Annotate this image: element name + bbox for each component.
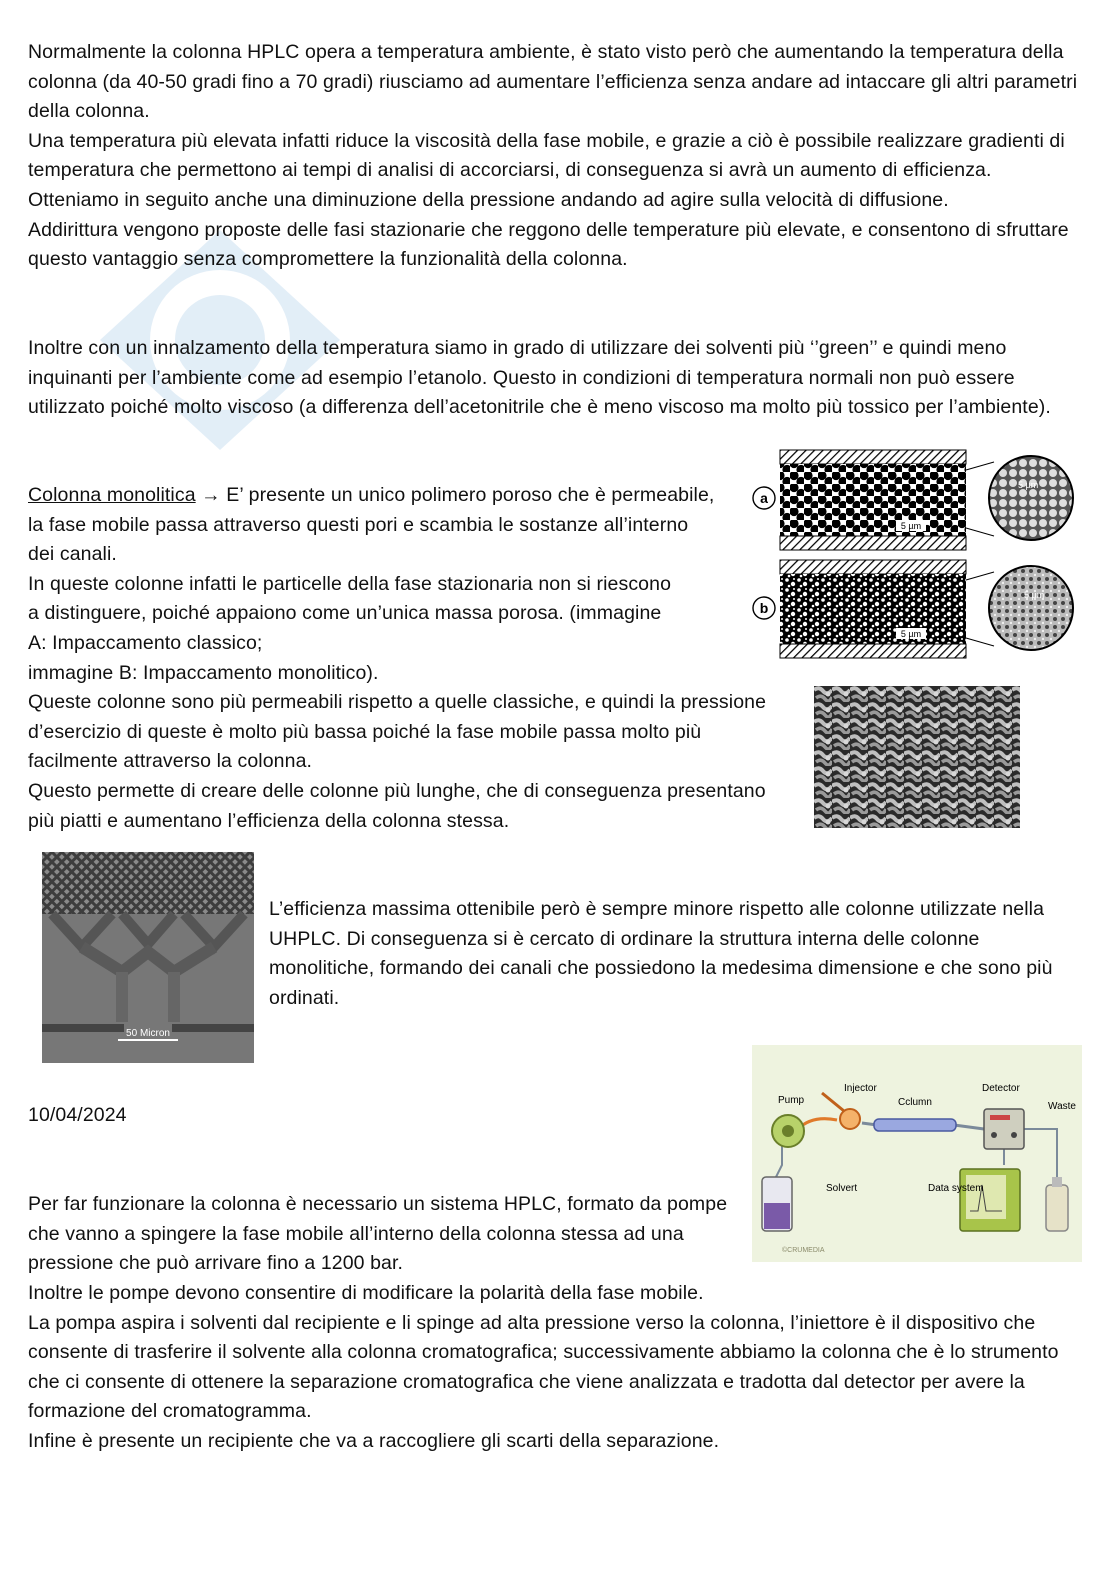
monolith-paragraph: immagine B: Impaccamento monolitico). xyxy=(28,661,379,684)
zoom-circle-a xyxy=(989,456,1073,540)
monolith-section xyxy=(28,481,767,836)
zoom-scale-b: 5 µm xyxy=(1024,590,1045,600)
waste-label: Waste xyxy=(1048,1101,1076,1112)
green-solvents-paragraph: Inoltre con un innalzamento della temperatura siamo in grado di utilizzare dei solventi più ‘’green’’ e quindi meno inquinanti per l’ambiente come ad esempio l’etanolo. Questo in condizioni di temperatura normali non può essere utilizzato poiché molto viscoso (a differenza dell’acetonitrile che è meno viscoso ma molto più tossico per l’ambiente). xyxy=(28,337,1051,419)
system-section xyxy=(28,1190,740,1279)
sem-monolith-image xyxy=(814,686,1020,828)
packing-figure xyxy=(748,448,1080,662)
data-system-label: Data system xyxy=(928,1183,984,1194)
efficiency-paragraph: L’efficienza massima ottenibile però è sempre minore rispetto alle colonne utilizzate nella UHPLC. Di conseguenza si è cercato di ordinare la struttura interna delle colonne monolitiche, formando dei canali che possiedono la medesima dimensione e che sono più ordinati. xyxy=(269,898,1053,1009)
monolith-term: Colonna monolitica xyxy=(28,484,196,506)
system-paragraph: Per far funzionare la colonna è necessario un sistema HPLC, formato da pompe che vanno a spingere la fase mobile all’interno della colonna stessa ad una pressione che può arrivare fino a 1200 bar. xyxy=(28,1193,728,1275)
column-wall-top-a xyxy=(780,450,966,464)
final-paragraph: Inoltre le pompe devono consentire di modificare la polarità della fase mobile. xyxy=(28,1282,704,1304)
pump-label: Pump xyxy=(778,1095,805,1106)
final-section xyxy=(28,1279,1088,1457)
detector-label: Detector xyxy=(982,1083,1020,1094)
scale-b: 5 µm xyxy=(900,629,922,639)
intro-paragraph: Normalmente la colonna HPLC opera a temperatura ambiente, è stato visto però che aumentando la temperatura della colonna (da 40-50 gradi fino a 70 gradi) riusciamo ad aumentare l’efficienza senza andare ad intaccare gli altri parametri della colonna. xyxy=(28,41,1078,123)
ordered-column-image xyxy=(42,852,254,1063)
column-wall-bottom-a xyxy=(780,536,966,550)
column-shape xyxy=(874,1119,956,1131)
waste-bottle xyxy=(1046,1185,1068,1231)
monolith-paragraph: Questo permette di creare delle colonne più lunghe, che di conseguenza presentano più piatti e aumentano l’efficienza della colonna stessa. xyxy=(28,779,766,832)
intro-section xyxy=(28,38,1088,275)
intro-paragraph: Addirittura vengono proposte delle fasi stazionarie che reggono delle temperature più elevate, e consentono di sfruttare questo vantaggio senza compromettere la funzionalità della colonna. xyxy=(28,218,1069,271)
final-paragraph: Infine è presente un recipiente che va a raccogliere gli scarti della separazione. xyxy=(28,1429,720,1452)
zoom-circle-b xyxy=(989,566,1073,650)
monolith-paragraph: In queste colonne infatti le particelle della fase stazionaria non si riescono a distinguere, poiché appaiono come un’unica massa porosa. (immagine A: Impaccamento classico; xyxy=(28,572,672,654)
injector-label: Injector xyxy=(844,1083,877,1094)
date-label: 10/04/2024 xyxy=(28,1104,127,1126)
final-paragraph: La pompa aspira i solventi dal recipiente e li spinge ad alta pressione verso la colonna, l’iniettore è il dispositivo che consente di trasferire il solvente alla colonna cromatografica; successivamente abbiamo la colonna che è lo strumento che ci consente di ottenere la separazione cromatografica che viene analizzata e tradotta dal detector per avere la formazione del cromatogramma. xyxy=(28,1311,1059,1423)
monolith-definition: → E’ presente un unico polimero poroso che è permeabile, la fase mobile passa attraverso questi pori e scambia le sostanze all’interno dei canali. xyxy=(28,484,715,566)
label-b: b xyxy=(759,600,769,616)
zoom-scale-a: 5 µm xyxy=(1018,480,1039,490)
scale-a: 5 µm xyxy=(900,521,922,531)
intro-paragraph: Una temperatura più elevata infatti riduce la viscosità della fase mobile, e grazie a ciò è possibile realizzare gradienti di temperatura che permettono ai tempi di analisi di accorciarsi, di conseguenza si avrà un aumento di efficienza. xyxy=(28,129,1065,182)
monolith-paragraph: Queste colonne sono più permeabili rispetto a quelle classiche, e quindi la pressione d’esercizio di queste è molto più bassa poiché la fase mobile passa molto più facilmente attraverso la colonna. xyxy=(28,691,767,773)
hplc-diagram xyxy=(752,1045,1082,1262)
solvent-label: Solvert xyxy=(826,1183,858,1194)
column-wall-bottom-b xyxy=(780,644,966,658)
micro-scale-label: 50 Micron xyxy=(126,1028,170,1039)
label-a: a xyxy=(760,490,768,506)
classic-packing xyxy=(780,464,966,536)
column-wall-top-b xyxy=(780,560,966,574)
intro-paragraph: Otteniamo in seguito anche una diminuzione della pressione andando ad agire sulla velocità di diffusione. xyxy=(28,188,949,211)
diagram-credit: ©CRUMEDIA xyxy=(782,1247,825,1254)
monolithic-packing xyxy=(780,574,966,644)
column-label: Cclumn xyxy=(898,1097,932,1108)
